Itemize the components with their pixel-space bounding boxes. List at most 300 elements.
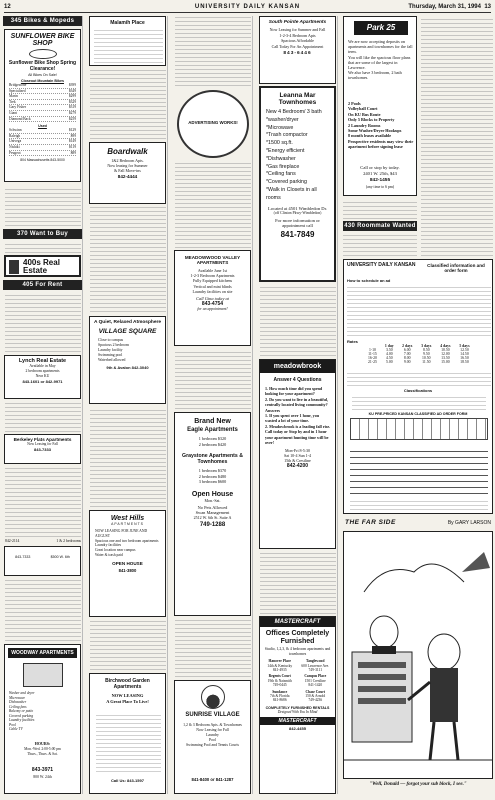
park25-address: 2401 W. 25th, $43: [363, 171, 397, 176]
mastercraft-logo-2: MASTERCRAFT: [260, 717, 335, 725]
rates-cell: 8.00: [403, 356, 411, 360]
lynch-line: Available in May: [29, 364, 56, 368]
park25-feature: Some Washer/Dryer Hookups: [348, 128, 402, 134]
rates-row: [364, 360, 474, 364]
swan-management-ad: [174, 412, 251, 616]
meadowwood-feature: Laundry facilities on site: [192, 288, 233, 294]
property-grid: [263, 659, 332, 703]
sunrise-village-ad: [174, 680, 251, 794]
bike-name: Specialized: [9, 88, 26, 93]
meadowwood-feature: Available June 1st: [197, 268, 228, 273]
rates-cell: 7.00: [403, 352, 411, 356]
rates-table: [364, 344, 474, 364]
meadowbrook-question: 1. If you spent over 1 hour, you wasted a lot of your time.: [265, 413, 320, 424]
rates-header: 1 day: [384, 344, 394, 348]
bike-price: $129: [68, 128, 76, 133]
property-name: Hanover Place: [268, 659, 291, 664]
offices-footer-2: Designed With You In Mind: [277, 709, 318, 714]
real-estate-banner: [4, 255, 81, 277]
classified-text-block: [5, 186, 81, 226]
property-phone: 749-0445: [272, 683, 287, 688]
price-line: 842-2114 1 & 2 bedrooms: [5, 539, 81, 543]
rates-cell: 5.00: [385, 360, 393, 364]
rates-cell: 18.50: [460, 360, 469, 364]
park25-feature: Volleyball Court: [348, 106, 378, 112]
village-square-ad: [89, 316, 166, 404]
meadowbrook-ad: [259, 359, 336, 549]
real-estate-heading: 400s Real Estate: [23, 258, 60, 275]
property-address: 150 & Arnold: [305, 694, 326, 699]
rates-notes: [347, 372, 491, 386]
boardwalk-line: Now leasing for Summer: [107, 163, 148, 168]
cartoon-drawing: [344, 532, 492, 778]
meadowbrook-logo: meadowbrook: [260, 360, 335, 373]
leanna-located: Located at 4501 Wimbledon Dr.: [267, 205, 328, 211]
open-house-heading: Open House: [191, 490, 234, 498]
berkeley-phone: 843-7333: [34, 447, 51, 452]
classified-text-block: [5, 579, 81, 641]
birchwood-text: [96, 712, 161, 772]
woodway-hours: Mon.-Wed. 2:00-5:00 pm: [24, 747, 61, 751]
park25-feature: 8 month leases available: [348, 133, 392, 139]
classified-text-block: [175, 16, 251, 86]
property-phone: 841-4935: [272, 668, 287, 672]
bike-price: $99: [70, 133, 76, 138]
ad-text-grid[interactable]: [350, 418, 488, 440]
boardwalk-line: & Fall Move-ins: [114, 168, 141, 173]
property-name: Sundance: [272, 689, 288, 694]
leanna-located-2: (off Clinton Pkwy-Wimbledon): [273, 210, 322, 215]
rates-cell: 12.50: [460, 348, 469, 352]
meadowwood-phone: 843-4754: [201, 301, 224, 308]
meadowbrook-question: 1. How much time did you spend looking for your apartment?: [265, 386, 323, 397]
woodway-feature: Dishwasher: [9, 700, 27, 704]
meadowwood-title: MEADOWWOOD VALLEY APARTMENTS: [184, 255, 241, 265]
far-side-caption: "Well, Donald — forgot your sub block, I see.": [369, 782, 467, 787]
bike-price: $329: [68, 99, 76, 104]
sunflower-sub: All Bikes On Sale!: [28, 73, 57, 77]
rates-cell: 3.50: [385, 348, 393, 352]
graystone-price: 1 bedroom $370: [198, 468, 227, 473]
brand-new-heading: Brand New: [194, 418, 231, 425]
rates-header: 4 days: [440, 344, 451, 348]
village-feature: Spacious 2 bedroom: [98, 343, 130, 347]
advertising-works-ad: [177, 90, 249, 158]
category-want-to-buy: 370 Want to Buy: [3, 229, 82, 239]
boardwalk-logo: Boardwalk: [107, 147, 148, 156]
bike-price: $279: [68, 110, 76, 115]
village-address: 9th & Avalon 842-3040: [106, 365, 149, 370]
swan-address: 2512 W. 6th St. Suite A: [193, 514, 232, 520]
rates-cell: 1-10: [368, 348, 376, 352]
sunflower-headline: Sunflower Bike Shop Spring Clearance!: [8, 60, 77, 72]
sunrise-feature: Laundry: [206, 733, 219, 737]
meadowbrook-address: 15th & Crestline: [284, 458, 311, 464]
meadowwood-feature: 1-2-3 Bedroom Apartments: [190, 273, 235, 279]
sunrise-feature: Pool: [209, 738, 216, 742]
birchwood-line: A Great Place To Live!: [106, 698, 149, 704]
offices-footer: COMPLETELY FURNISHED RENTALS: [265, 705, 330, 710]
leanna-title: Leanna Mar Townhomes: [278, 92, 317, 106]
building-illustration: [23, 663, 63, 687]
lynch-ad: [4, 355, 81, 399]
south-pointe-line: Now Leasing for Summer and Fall: [269, 27, 326, 32]
village-feature: Swimming pool: [98, 353, 123, 357]
property-phone: 841-1420: [308, 683, 323, 688]
print-name-field[interactable]: [350, 488, 488, 494]
woodway-feature: Covered parking: [9, 713, 34, 718]
classified-text-block: [90, 207, 166, 312]
rates-cell: 10.50: [441, 348, 450, 352]
park25-line: You will like the spacious floor plans that are some of the largest in Lawrence.: [348, 54, 411, 71]
rates-cell: 11-15: [368, 352, 377, 356]
eagle-title: Eagle Apartments: [187, 427, 238, 433]
property-phone: 749-4236: [308, 698, 323, 703]
woodway-feature: Washer and dryer: [9, 691, 35, 695]
graystone-title: Graystone Apartments & Townhomes: [182, 453, 243, 465]
rates-cell: 12.00: [441, 352, 450, 356]
meadowbrook-question: 2. Do you want to live in a beautiful, centrally located living community?: [265, 396, 329, 408]
lynch-line: 2 bedroom apartments: [25, 368, 60, 373]
meadowbrook-question: Answers: [265, 407, 281, 413]
village-feature: Close to campus: [98, 338, 124, 342]
sunflower-address: 804 Massachusetts 843-5000: [20, 158, 65, 163]
bike-price: $89: [70, 150, 76, 155]
order-form-title: KU PRE-PRICED KANSAN CLASSIFIED AD ORDER FORM: [368, 412, 468, 416]
advertising-works-text: ADVERTISING WORKS!: [188, 120, 238, 125]
south-pointe-lines: [260, 27, 335, 49]
graystone-price: 3 bedroom $600: [198, 479, 227, 484]
rates-cell: 4.50: [385, 356, 393, 360]
house-icon: [9, 260, 19, 274]
rates-cell: 6.00: [403, 348, 411, 352]
berkeley-sub: Now Leasing for Fall: [27, 442, 58, 446]
rates-cell: 13.50: [441, 356, 450, 360]
bike-price-row: [9, 117, 76, 123]
woodway-feature: Laundry facilities: [9, 718, 35, 722]
classified-text-block: [421, 199, 493, 256]
west-hills-feature: Spacious one and two bedroom apartments: [95, 538, 159, 543]
classified-text-block: [5, 292, 81, 352]
sunflower-ad: [4, 29, 81, 182]
woodway-features: [9, 691, 79, 732]
bike-name: Schwinn: [9, 128, 22, 133]
bike-price: $349: [68, 88, 76, 93]
village-logo: VILLAGE SQUARE: [98, 328, 157, 335]
property-cell: [299, 690, 333, 703]
park25-description: [348, 39, 414, 81]
classified-text-block: [5, 241, 81, 253]
bike-name: Peugeot: [9, 150, 21, 155]
classified-text-block: [90, 407, 166, 507]
rates-cell: 16.50: [460, 356, 469, 360]
west-hills-logo: West Hills: [110, 515, 145, 522]
woodway-hours-2: Thurs., Thurs. & Sat.: [27, 752, 58, 756]
column-1: [3, 16, 83, 794]
birchwood-phone: Call Us: 843-1597: [111, 778, 144, 783]
sunrise-feature: Now Leasing for Fall: [196, 728, 229, 732]
property-cell: [299, 674, 333, 687]
west-hills-phone: 841-3800: [118, 567, 137, 573]
rates-cell: 14.50: [460, 352, 469, 356]
birchwood-lines: [90, 693, 165, 704]
rates-cell: 15.00: [441, 360, 450, 364]
malamih-text: [94, 29, 163, 63]
column-3: [173, 16, 253, 794]
graystone-price: 2 bedroom $480: [198, 473, 227, 479]
classified-text-block: [343, 234, 417, 256]
lynch-lines: [5, 364, 80, 378]
meadowwood-ad: [174, 250, 251, 346]
south-pointe-ad: [259, 16, 336, 84]
woodway-feature: Cable TV: [9, 727, 23, 731]
south-pointe-title: South Pointe Apartments: [268, 20, 327, 25]
village-feature: Waterbed allowed: [98, 358, 126, 362]
west-hills-features: [95, 529, 161, 558]
page-header: [4, 3, 491, 13]
west-hills-feature: Great location near campus: [95, 548, 136, 553]
property-phone: 749-3111: [308, 668, 322, 672]
sunflower-logo: SUNFLOWER BIKE SHOP: [10, 33, 75, 47]
bike-name: Marin: [9, 94, 18, 99]
property-address: 1501 Crestline: [304, 678, 326, 683]
property-cell: [263, 659, 297, 672]
property-address: 14th & Kentucky: [267, 663, 293, 668]
boardwalk-phone: 842-4444: [117, 174, 138, 179]
leanna-feature: *Trash compactor: [266, 132, 308, 139]
woodway-ad: [4, 644, 81, 794]
column-4: [258, 16, 338, 794]
bike-price: $299: [68, 94, 76, 99]
issue-date: Thursday, March 31, 1994 13: [408, 4, 491, 10]
village-sub: A Quiet, Relaxed Atmosphere: [93, 320, 162, 325]
woodway-address: 800 W. 24th: [33, 775, 52, 779]
eagle-price: 2 bedroom $420: [198, 441, 227, 447]
bike-price: $399: [68, 83, 76, 87]
property-name: Chase Court: [305, 689, 325, 694]
classified-text-block: [260, 286, 336, 356]
park25-line: We are now accepting deposits on apartments and townhomes for the fall term.: [348, 39, 413, 55]
meadowwood-features: [175, 268, 250, 294]
bike-list-heading: Closeout Mountain Bikes: [21, 79, 64, 83]
leanna-feature: New 4 Bedroom/ 3 bath: [266, 109, 322, 115]
village-feature: Laundry facility: [98, 348, 123, 352]
classified-text-block: [90, 69, 166, 139]
south-pointe-line: 1-2-3-4 Bedroom Apts: [279, 32, 316, 38]
bike-name: Giant: [9, 110, 17, 115]
form-title: Classified information and order form: [427, 263, 485, 274]
lynch-phone: 843-1601 or 842-9971: [22, 379, 63, 385]
leanna-cta: For more information or appointment call: [275, 217, 320, 228]
leanna-feature: *1500 sq.ft.: [266, 140, 293, 147]
bike-price: $319: [68, 105, 76, 110]
leanna-phone: 841-7849: [280, 229, 315, 239]
leanna-feature: *Covered parking: [266, 179, 307, 186]
meadowbrook-hours: Mon-Fri 8-5:30: [285, 448, 310, 454]
paper-name: UNIVERSITY DAILY KANSAN: [194, 4, 301, 10]
far-side-title: THE FAR SIDE: [345, 519, 396, 526]
sunrise-title: SUNRISE VILLAGE: [185, 712, 240, 718]
property-name: Regents Court: [268, 674, 291, 679]
rates-cell: 16-20: [368, 356, 377, 360]
classified-text-block: [175, 619, 251, 677]
meadowwood-cta: for an appointment!: [197, 307, 228, 312]
classified-text-block: [175, 162, 251, 248]
column-2: [88, 16, 168, 794]
eagle-price: 1 bedroom $320: [198, 436, 227, 441]
woodway-feature: Ceiling fans: [9, 704, 27, 709]
bike-name: Bridgestone: [9, 83, 27, 87]
meadowbrook-questions-title: Answer 4 Questions: [273, 377, 322, 383]
form-footer: [350, 500, 488, 510]
swan-phone: 749-1288: [199, 521, 226, 528]
form-instructions: [347, 284, 491, 336]
berkeley-ad-2: [4, 546, 81, 576]
bike-name: Diamond Back: [9, 116, 31, 121]
rates-header: 2 days: [402, 344, 413, 348]
malamih-title: Malamih Place: [110, 20, 145, 26]
park25-logo: Park 25: [354, 21, 408, 35]
west-hills-ad: [89, 510, 166, 617]
classified-text-block: [5, 467, 81, 537]
leanna-feature: *Gas fireplace: [266, 163, 300, 170]
rates-cell: 8.50: [422, 348, 430, 352]
rates-header: 3 days: [421, 344, 432, 348]
property-address: 19th & Naismith: [267, 678, 292, 683]
rates-cell: 4.00: [385, 352, 393, 356]
offices-title: Offices Completely Furnished: [265, 630, 330, 645]
category-roommate-wanted: 430 Roommate Wanted: [344, 223, 416, 229]
udk-logo: UNIVERSITY DAILY KANSAN: [347, 262, 416, 268]
berkeley-ad-2-footer: 843-7333 $500 W. 6th: [15, 555, 70, 559]
classifications-list: [352, 394, 486, 410]
sunrise-feature: Swimming Pool and Tennis Courts: [185, 743, 240, 747]
leanna-mar-ad: [259, 86, 336, 282]
meadowbrook-phone: 842-4200: [286, 463, 309, 470]
classified-text-block: [343, 199, 417, 219]
bike-name: Nishiki: [9, 144, 20, 149]
woodway-feature: Microwave: [9, 695, 26, 700]
west-hills-feature: Water & trash paid: [95, 552, 123, 557]
south-pointe-phone: 843-6446: [283, 51, 312, 57]
woodway-feature: Pool: [9, 722, 16, 727]
eagle-prices: [175, 436, 250, 447]
classified-order-form: [343, 259, 493, 514]
boardwalk-ad: [89, 142, 166, 204]
sunrise-feature: 1,2 & 3 Bedroom Apts. & Townhomes: [183, 723, 242, 727]
meadowbrook-hours-2: Sat 10-4 Sun 1-4: [284, 453, 311, 459]
property-address: 7th & Florida: [269, 694, 290, 699]
park25-note: (any time to 6 pm): [365, 185, 395, 189]
bike-price-list: [5, 83, 80, 122]
woodway-logo: WOODWAY APARTMENTS: [8, 648, 77, 658]
boardwalk-lines: [90, 158, 165, 173]
park25-feature: Only 5 Blocks to Property: [348, 117, 395, 123]
far-side-header: [343, 519, 493, 529]
rates-cell: 10.50: [422, 356, 431, 360]
property-cell: [263, 674, 297, 687]
west-hills-feature: NOW LEASING FOR JUNE AND AUGUST: [95, 529, 148, 538]
rates-cell: 11.50: [422, 360, 431, 364]
leanna-features: [266, 109, 331, 203]
bike-name: Trek: [9, 99, 16, 104]
classified-text-block: [260, 552, 336, 614]
meadowwood-call: Call Gina today at: [196, 296, 229, 302]
boardwalk-line: 1&2 Bedroom Apts.: [111, 158, 144, 163]
leanna-feature: *Energy efficient: [266, 147, 305, 154]
mastercraft-logo: MASTERCRAFT: [260, 617, 335, 627]
meadowwood-feature: Vertical and mini blinds: [193, 283, 232, 289]
bike-price: $149: [68, 139, 76, 144]
south-pointe-line: Call Today For An Appointment: [271, 43, 324, 49]
rates-cell: 9.50: [422, 352, 430, 356]
bicycle-icon: [29, 49, 57, 59]
berkeley-title: Berkeley Flats Apartments: [13, 437, 72, 442]
woodway-feature: Balcony or patio: [9, 709, 34, 713]
bike-name: Univega: [9, 139, 22, 144]
page-number-left: 12: [4, 4, 11, 10]
berkeley-ad: [4, 434, 81, 464]
rates-title: Rates: [347, 339, 358, 344]
bike-name: Gary Fisher: [9, 105, 27, 110]
south-pointe-line: Spacious Affordable: [281, 38, 314, 44]
classifications-title: Classifications: [403, 388, 433, 393]
west-hills-feature: Laundry facilities: [95, 543, 122, 548]
property-name: Tanglewood: [306, 659, 325, 664]
meadowwood-feature: Fully Equipped kitchens: [192, 278, 233, 284]
park25-phone: 842-1455: [369, 178, 391, 183]
property-cell: [299, 659, 333, 672]
sunrise-logo-icon: [201, 685, 225, 709]
property-address: 600 Lawrence Ave.: [301, 663, 330, 668]
classified-text-block: [421, 16, 493, 196]
property-phone: 841-8686: [272, 698, 287, 703]
bike-name: Raleigh: [9, 133, 21, 138]
leanna-feature: *Dishwasher: [266, 155, 296, 162]
property-name: Campus Place: [304, 674, 327, 679]
offices-sub: Studio, 1,2,3, & 4 bedroom apartments and townhomes: [264, 647, 331, 656]
leanna-feature: *washer/dryer: [266, 116, 299, 123]
category-for-rent: 405 For Rent: [3, 280, 82, 290]
leanna-feature: *Microwave: [266, 124, 294, 131]
classified-text-block: [5, 402, 81, 432]
birchwood-ad: [89, 673, 166, 794]
village-features: [98, 338, 165, 363]
leanna-feature: *Ceiling fans: [266, 171, 296, 178]
park25-features: [348, 101, 414, 150]
far-side-cartoon: [343, 531, 493, 779]
property-cell: [263, 690, 297, 703]
lynch-line: Near KU: [35, 373, 50, 378]
mastercraft-phone: 842-4455: [289, 725, 306, 731]
woodway-hours-label: HOURS:: [34, 741, 51, 746]
rates-header: 5 days: [459, 344, 470, 348]
leanna-feature: *Walk in Closets in all rooms: [266, 186, 317, 201]
graystone-prices: [175, 468, 250, 485]
birchwood-title: Birchwood Garden Apartments: [105, 678, 150, 690]
birchwood-line: NOW LEASING: [111, 693, 144, 698]
meadowbrook-question: 2. Meadowbrook is a leading fall rise. Call today or Stop by and in 1 hour your apartment hunting time will be over!: [265, 423, 331, 446]
bike-price-list-2: [5, 128, 80, 156]
park25-feature: On KU Bus Route: [348, 111, 381, 117]
bike-list-heading-2: Used: [38, 124, 47, 129]
mastercraft-ad: [259, 616, 336, 794]
sunrise-phone: 841-8400 or 841-1287: [191, 777, 234, 782]
classified-text-block: [175, 349, 251, 409]
park25-call: Call or stop by today.: [360, 165, 400, 170]
category-bikes: 345 Bikes & Mopeds: [3, 16, 82, 26]
sunrise-features: [178, 723, 247, 748]
